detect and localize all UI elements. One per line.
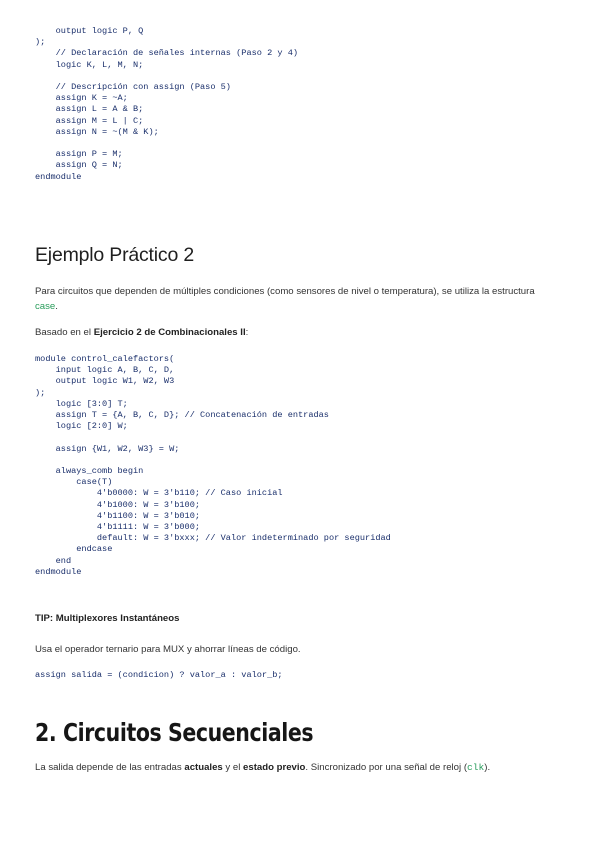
code-line: endmodule — [35, 171, 82, 182]
paragraph-text: . Sincronizado por una señal de reloj ( — [305, 762, 468, 773]
paragraph-based-on — [35, 326, 545, 341]
code-line: assign M = L | C; — [35, 115, 144, 126]
code-line — [35, 71, 298, 82]
code-line: 4'b1111: W = 3'b000; — [35, 522, 201, 533]
paragraph-text: ). — [484, 762, 491, 773]
code-line — [35, 138, 298, 149]
chapter-heading: 2. Circuitos Secuenciales — [35, 718, 314, 747]
code-line: case(T) — [35, 477, 113, 488]
tip-title: TIP: Multiplexores Instantáneos — [35, 613, 180, 624]
code-line: assign P = M; — [35, 149, 123, 160]
code-line: logic [3:0] T; — [35, 398, 128, 409]
code-line: module control_calefactors( — [35, 354, 175, 364]
exercise-reference: Ejercicio 2 de Combinacionales II — [93, 327, 246, 338]
code-line: end — [35, 555, 72, 566]
code-line — [35, 455, 391, 466]
section-heading: Ejemplo Práctico 2 — [35, 244, 194, 266]
code-line: endmodule — [35, 566, 82, 577]
code-line: // Descripción con assign (Paso 5) — [35, 82, 231, 92]
paragraph-text: y el — [222, 762, 244, 773]
code-line: endcase — [35, 544, 113, 555]
paragraph-case-intro — [35, 285, 545, 315]
code-line: 4'b1100: W = 3'b010; — [35, 510, 201, 521]
code-line: assign L = A & B; — [35, 104, 144, 115]
code-line: assign T = {A, B, C, D}; // Concatenación de entradas — [35, 410, 329, 421]
code-line: assign Q = N; — [35, 160, 123, 171]
code-line: output logic W1, W2, W3 — [35, 376, 175, 387]
code-block-ternary — [35, 670, 283, 681]
code-line: assign N = ~(M & K); — [35, 126, 159, 137]
code-line: assign salida = (condicion) ? valor_a : valor_b; — [35, 670, 283, 680]
code-line: assign K = ~A; — [35, 93, 128, 104]
code-line — [35, 432, 391, 443]
paragraph-text: Para circuitos que dependen de múltiples condiciones (como sensores de nivel o temperatura), se utiliza la estructura — [35, 286, 535, 297]
code-line: // Declaración de señales internas (Paso 2 y 4) — [35, 48, 299, 59]
inline-keyword: case — [35, 300, 56, 312]
code-line: ); — [35, 387, 46, 398]
code-line: assign {W1, W2, W3} = W; — [35, 443, 180, 454]
paragraph-text: La salida depende de las entradas — [35, 762, 185, 773]
code-line: ); — [35, 37, 46, 48]
inline-code-clk: clk — [467, 762, 485, 773]
paragraph-suffix: : — [245, 327, 249, 338]
paragraph-prefix: Basado en el — [35, 327, 94, 338]
code-line: input logic A, B, C, D, — [35, 365, 175, 376]
code-line: logic [2:0] W; — [35, 421, 128, 432]
bold-term-estado-previo: estado previo — [243, 762, 306, 773]
code-line: default: W = 3'bxxx; // Valor indeterminado por seguridad — [35, 533, 391, 544]
paragraph-sequential-intro — [35, 761, 545, 776]
paragraph-text-end: . — [55, 300, 58, 312]
code-block-control-calefactors — [35, 354, 391, 578]
code-line: always_comb begin — [35, 466, 144, 476]
code-block-logic-module — [35, 26, 298, 183]
bold-term-actuales: actuales — [184, 762, 223, 773]
code-line: output logic P, Q — [35, 26, 144, 36]
code-line: 4'b1000: W = 3'b100; — [35, 499, 201, 510]
code-line: logic K, L, M, N; — [35, 59, 144, 70]
code-line: 4'b0000: W = 3'b110; // Caso inicial — [35, 488, 283, 499]
tip-text: Usa el operador ternario para MUX y ahorrar líneas de código. — [35, 644, 301, 655]
